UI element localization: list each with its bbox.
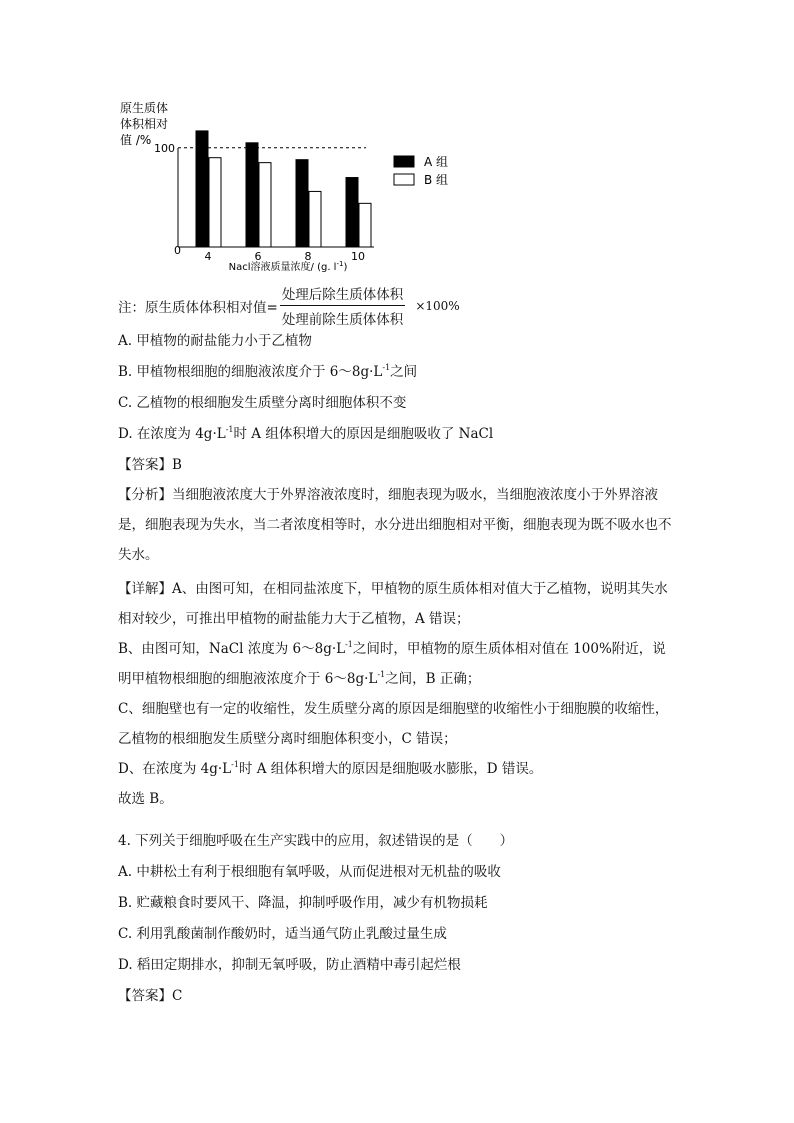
fraction-numerator: 处理后除生质体体积 xyxy=(281,287,404,303)
q3-option-b: B. 甲植物根细胞的细胞液浓度介于 $6\sim 8g\cdot L^{-1}$之间 xyxy=(118,363,418,380)
detail-d: D、在浓度为 $4g\cdot L^{-1}$时 A 组体积增大的原因是细胞吸水膨胀，D 错误。 xyxy=(118,760,543,777)
bar-b-6 xyxy=(259,163,271,247)
y-tick-label-100: 100 xyxy=(154,141,175,155)
q3-option-a: A. 甲植物的耐盐能力小于乙植物 xyxy=(118,333,312,349)
formula-note xyxy=(118,283,460,328)
y-axis-label-line-3: 值 /% xyxy=(120,133,152,147)
bars-group xyxy=(196,131,371,247)
formula-fraction xyxy=(280,283,406,328)
bar-a-6 xyxy=(246,143,258,247)
y-axis-label-line-2: 体积相对 xyxy=(120,117,169,131)
q4-answer: 【答案】C xyxy=(118,988,183,1004)
detail-a: 【详解】A、由图可知，在相同盐浓度下，甲植物的原生质体相对值大于乙植物，说明其失水相对较少，可推出甲植物的耐盐能力大于乙植物，A 错误； xyxy=(118,581,668,627)
bar-chart xyxy=(118,98,478,283)
x-tick-label-4: 4 xyxy=(204,250,212,263)
bar-a-4 xyxy=(196,131,208,247)
detail-conclusion: 故选 B。 xyxy=(118,791,173,807)
bar-a-10 xyxy=(346,178,358,247)
q3-answer: 【答案】B xyxy=(118,457,182,473)
x-tick-label-8: 8 xyxy=(304,250,312,263)
analysis-paragraph xyxy=(118,480,678,570)
analysis-label: 【分析】 xyxy=(118,487,172,503)
q4-option-a: A. 中耕松土有利于根细胞有氧呼吸，从而促进根对无机盐的吸收 xyxy=(118,864,501,880)
bar-b-10 xyxy=(359,203,371,247)
q4-stem: 4. 下列关于细胞呼吸在生产实践中的应用，叙述错误的是（ ） xyxy=(118,833,514,849)
origin-label: 0 xyxy=(174,244,181,257)
q4-option-d: D. 稻田定期排水，抑制无氧呼吸，防止酒精中毒引起烂根 xyxy=(118,957,461,973)
legend-label-b: B 组 xyxy=(424,173,449,187)
note-suffix: ×100% xyxy=(415,298,460,313)
legend-label-a: A 组 xyxy=(424,155,449,169)
chart-svg xyxy=(118,98,478,283)
legend-swatch-b xyxy=(394,174,414,185)
q3-option-d: D. 在浓度为 $4g\cdot L^{-1}$时 A 组体积增大的原因是细胞吸收了 NaCl xyxy=(118,425,494,442)
detail-b: B、由图可知，NaCl 浓度为 $6\sim 8g\cdot L^{-1}$之间时，甲植物的原生质体相对值在 100%附近，说明甲植物根细胞的细胞液浓度介于 $6\sim 8g\cdot L^{-1}$之间，B 正确； xyxy=(118,640,666,687)
x-tick-label-6: 6 xyxy=(254,250,262,263)
fraction-denominator: 处理前除生质体体积 xyxy=(281,312,404,328)
x-tick-label-10: 10 xyxy=(351,250,365,263)
bar-a-8 xyxy=(296,160,308,247)
q3-option-c: C. 乙植物的根细胞发生质壁分离时细胞体积不变 xyxy=(118,395,407,411)
bar-b-4 xyxy=(209,158,221,247)
bar-b-8 xyxy=(309,191,321,247)
q4-option-b: B. 贮藏粮食时要风干、降温，抑制呼吸作用，减少有机物损耗 xyxy=(118,895,488,911)
detail-c: C、细胞壁也有一定的收缩性，发生质壁分离的原因是细胞壁的收缩性小于细胞膜的收缩性，乙植物的根细胞发生质壁分离时细胞体积变小，C 错误； xyxy=(118,701,669,747)
note-prefix: 注：原生质体体积相对值= xyxy=(118,299,278,316)
x-axis-label: Nacl溶液质量浓度/ (g. $l^{-1}$) xyxy=(228,260,348,273)
legend-swatch-a xyxy=(394,156,414,167)
y-axis-label-line-1: 原生质体 xyxy=(120,101,169,115)
analysis-text: 当细胞液浓度大于外界溶液浓度时，细胞表现为吸水，当细胞液浓度小于外界溶液是，细胞表现为失水，当二者浓度相等时，水分进出细胞相对平衡，细胞表现为既不吸水也不失水。 xyxy=(118,487,672,563)
q4-option-c: C. 利用乳酸菌制作酸奶时，适当通气防止乳酸过量生成 xyxy=(118,926,447,942)
fraction-bar xyxy=(280,305,406,306)
detail-section xyxy=(118,574,678,814)
